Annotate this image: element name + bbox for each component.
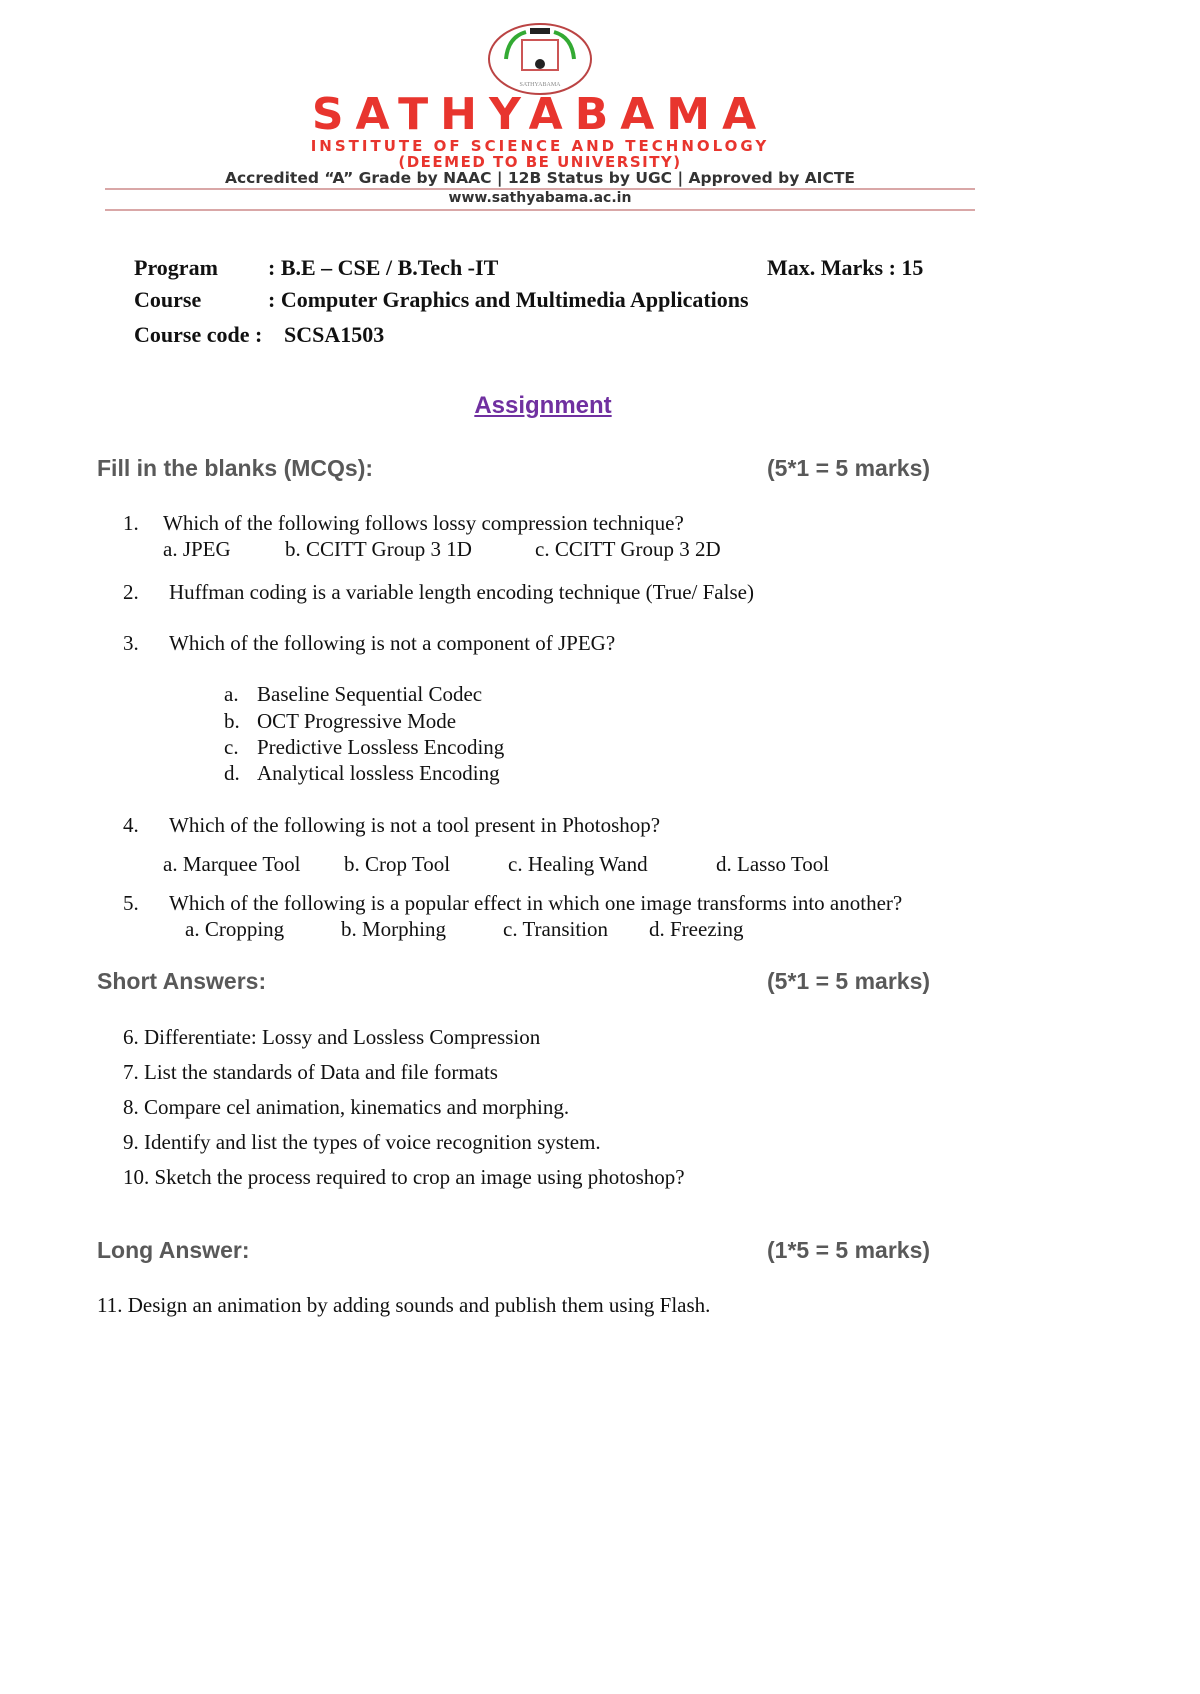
option: d. Freezing [649, 917, 744, 941]
question-number: 5. [123, 891, 139, 915]
question-text: Which of the following is not a component of JPEG? [169, 631, 616, 655]
question-number: 1. [123, 511, 139, 535]
max-marks: Max. Marks : 15 [767, 255, 924, 280]
option: c. CCITT Group 3 2D [535, 537, 721, 561]
institute-name: INSTITUTE OF SCIENCE AND TECHNOLOGY [310, 137, 770, 155]
header-rule-bottom [105, 209, 975, 211]
option: a. Cropping [185, 917, 285, 941]
mcq-heading: Fill in the blanks (MCQs): [97, 455, 374, 481]
option-letter: d. [224, 761, 240, 785]
option: b. CCITT Group 3 1D [285, 537, 472, 561]
course-label: Course [134, 287, 202, 312]
program-label: Program [134, 255, 218, 280]
option: Analytical lossless Encoding [257, 761, 500, 785]
option-letter: b. [224, 709, 240, 733]
option: d. Lasso Tool [716, 852, 830, 876]
accreditation: Accredited “A” Grade by NAAC | 12B Status by UGC | Approved by AICTE [224, 169, 855, 187]
question-text: Huffman coding is a variable length encoding technique (True/ False) [169, 580, 754, 604]
option: a. Marquee Tool [163, 852, 301, 876]
course-value: : Computer Graphics and Multimedia Applications [268, 287, 749, 312]
option: Baseline Sequential Codec [257, 682, 483, 706]
question-number: 4. [123, 813, 139, 837]
option-letter: a. [224, 682, 239, 706]
question-number: 2. [123, 580, 139, 604]
option: a. JPEG [163, 537, 231, 561]
course-code-value: SCSA1503 [284, 322, 385, 347]
long-question: 11. Design an animation by adding sounds and publish them using Flash. [97, 1293, 711, 1317]
question-text: Which of the following is not a tool present in Photoshop? [169, 813, 661, 837]
svg-text:SATHYABAMA: SATHYABAMA [519, 82, 561, 88]
short-answers-heading: Short Answers: [97, 968, 267, 994]
mcq-marks: (5*1 = 5 marks) [767, 455, 931, 481]
long-answer-marks: (1*5 = 5 marks) [767, 1237, 931, 1263]
option: OCT Progressive Mode [257, 709, 457, 733]
option: Predictive Lossless Encoding [257, 735, 505, 759]
question-text: Which of the following follows lossy compression technique? [163, 511, 684, 535]
assignment-title: Assignment [474, 392, 612, 419]
option-letter: c. [224, 735, 239, 759]
question-number: 3. [123, 631, 139, 655]
course-code-label: Course code : [134, 322, 263, 347]
short-question: 10. Sketch the process required to crop an image using photoshop? [123, 1165, 685, 1189]
long-answer-heading: Long Answer: [97, 1237, 250, 1263]
program-value: : B.E – CSE / B.Tech -IT [268, 255, 499, 280]
short-question: 8. Compare cel animation, kinematics and morphing. [123, 1095, 570, 1119]
short-question: 6. Differentiate: Lossy and Lossless Compression [123, 1025, 541, 1049]
question-text: Which of the following is a popular effect in which one image transforms into another? [169, 891, 903, 915]
option: c. Transition [503, 917, 609, 941]
university-seal-icon [486, 22, 594, 96]
short-question: 7. List the standards of Data and file formats [123, 1060, 498, 1084]
option: c. Healing Wand [508, 852, 648, 876]
short-answers-marks: (5*1 = 5 marks) [767, 968, 931, 994]
short-question: 9. Identify and list the types of voice recognition system. [123, 1130, 601, 1154]
brand-name: SATHYABAMA [311, 89, 769, 140]
option: b. Morphing [341, 917, 446, 941]
option: b. Crop Tool [344, 852, 451, 876]
deemed-university: (DEEMED TO BE UNIVERSITY) [398, 153, 682, 171]
website: www.sathyabama.ac.in [448, 190, 632, 206]
